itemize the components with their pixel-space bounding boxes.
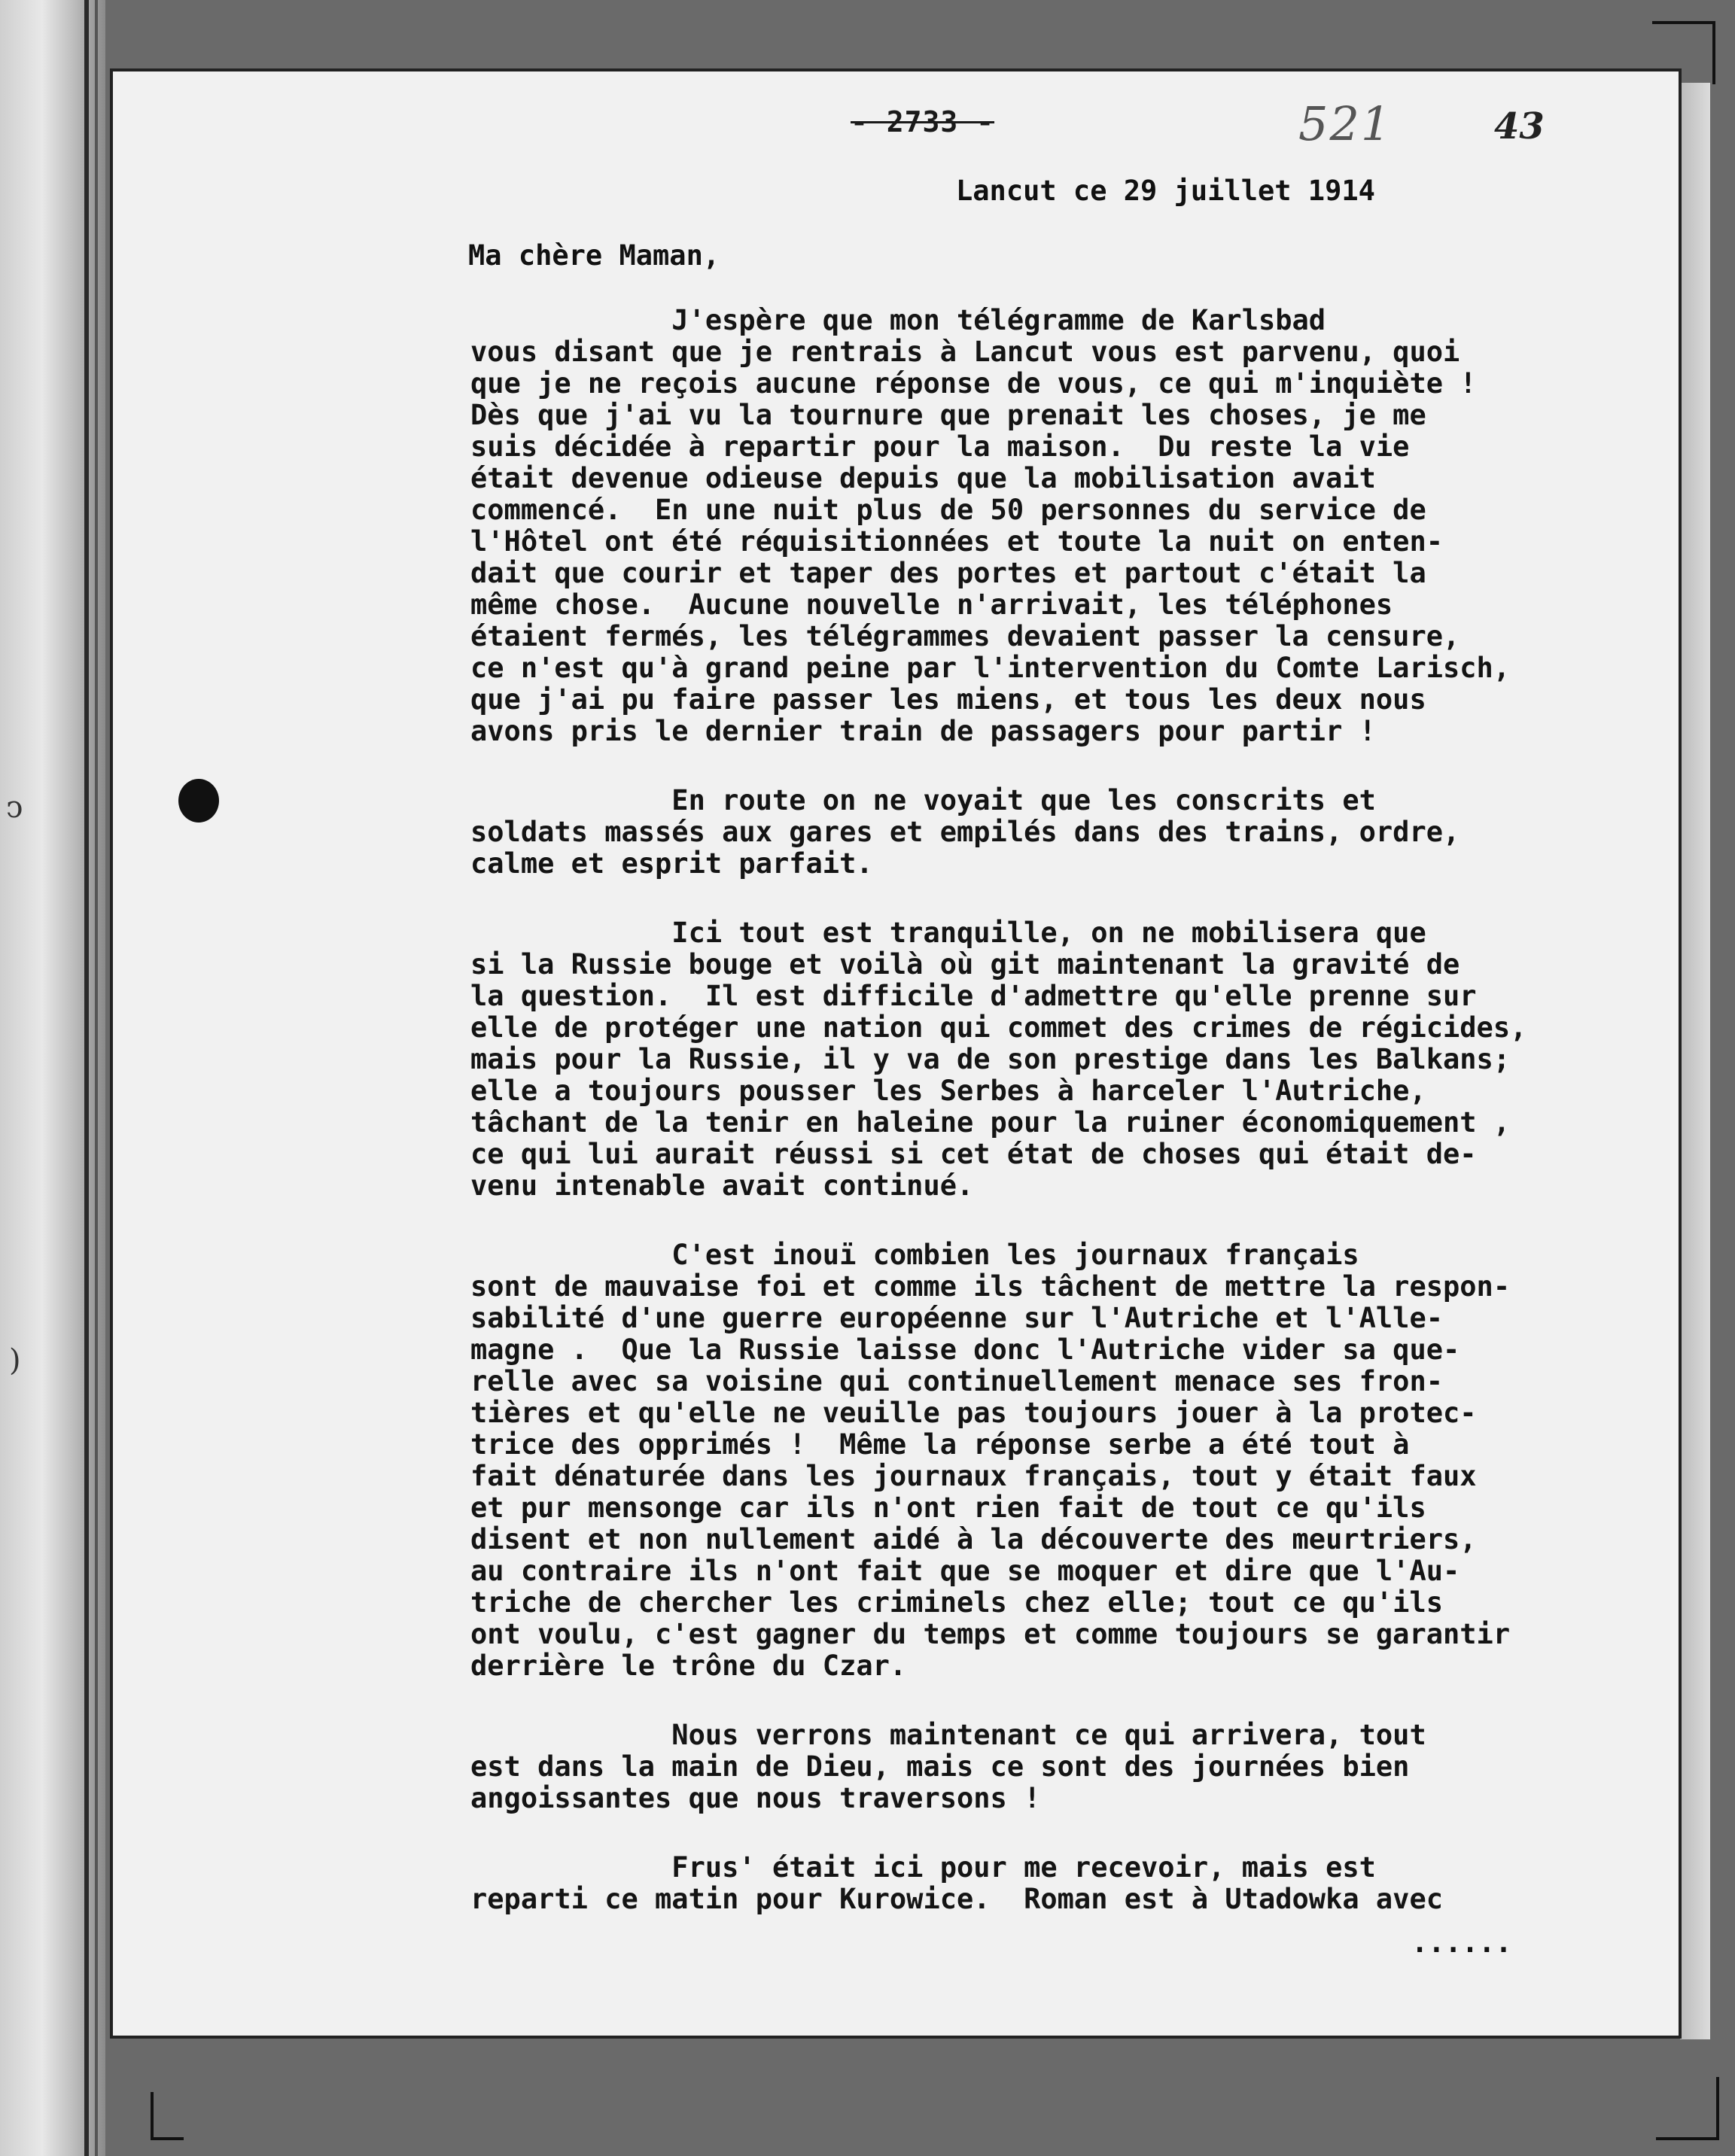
paragraph (470, 1852, 1645, 1915)
text-line: tâchant de la tenir en haleine pour la ruiner économiquement , (470, 1106, 1511, 1139)
text-line: si la Russie bouge et voilà où git maintenant la gravité de (470, 948, 1460, 981)
text-line: En route on ne voyait que les conscrits et (470, 784, 1376, 816)
paragraph (470, 1720, 1645, 1814)
folio-old: 43 (1494, 105, 1545, 147)
text-line: l'Hôtel ont été réquisitionnées et toute la nuit on enten- (470, 525, 1444, 558)
text-line: sabilité d'une guerre européenne sur l'Autriche et l'Alle- (470, 1302, 1444, 1334)
paragraph (470, 785, 1645, 880)
text-line: que j'ai pu faire passer les miens, et tous les deux nous (470, 683, 1426, 716)
text-line: fait dénaturée dans les journaux français, tout y était faux (470, 1460, 1477, 1492)
text-line: même chose. Aucune nouvelle n'arrivait, les téléphones (470, 588, 1393, 621)
crop-mark (1652, 21, 1715, 84)
page-number: - 2733 - (851, 105, 995, 138)
text-line: est dans la main de Dieu, mais ce sont des journées bien (470, 1750, 1410, 1783)
text-line: soldats massés aux gares et empilés dans des trains, ordre, (470, 816, 1460, 848)
text-line: reparti ce matin pour Kurowice. Roman est à Utadowka avec (470, 1883, 1444, 1915)
text-line: Ici tout est tranquille, on ne mobilisera que (470, 917, 1426, 949)
text-line: commencé. En une nuit plus de 50 personnes du service de (470, 494, 1426, 526)
text-line: trice des opprimés ! Même la réponse serbe a été tout à (470, 1428, 1410, 1461)
text-line: mais pour la Russie, il y va de son prestige dans les Balkans; (470, 1043, 1511, 1075)
text-line: J'espère que mon télégramme de Karlsbad (470, 304, 1326, 336)
underlying-page (1680, 83, 1710, 2039)
letter-body (470, 305, 1645, 1953)
paragraph (470, 917, 1645, 1202)
text-line: triche de chercher les criminels chez elle; tout ce qu'ils (470, 1586, 1444, 1619)
text-line: avons pris le dernier train de passagers pour partir ! (470, 715, 1376, 747)
text-line: et pur mensonge car ils n'ont rien fait de tout ce qu'ils (470, 1492, 1426, 1524)
text-line: était devenue odieuse depuis que la mobilisation avait (470, 462, 1376, 494)
text-line: elle de protéger une nation qui commet des crimes de régicides, (470, 1011, 1527, 1044)
paragraph (470, 1239, 1645, 1682)
binder-strip (0, 0, 105, 2156)
punch-hole (178, 779, 219, 823)
text-line: vous disant que je rentrais à Lancut vous est parvenu, quoi (470, 336, 1460, 368)
text-line: sont de mauvaise foi et comme ils tâchent de mettre la respon- (470, 1270, 1511, 1303)
binder-mark: ) (9, 1343, 21, 1378)
text-line: elle a toujours pousser les Serbes à harceler l'Autriche, (470, 1075, 1426, 1107)
text-line: derrière le trône du Czar. (470, 1650, 907, 1682)
text-line: ce qui lui aurait réussi si cet état de choses qui était de- (470, 1138, 1477, 1170)
text-line: Nous verrons maintenant ce qui arrivera, tout (470, 1719, 1426, 1751)
text-line: suis décidée à repartir pour la maison. Du reste la vie (470, 430, 1410, 463)
text-line: au contraire ils n'ont fait que se moquer et dire que l'Au- (470, 1555, 1460, 1587)
text-line: Dès que j'ai vu la tournure que prenait les choses, je me (470, 399, 1426, 431)
text-line: ont voulu, c'est gagner du temps et comme toujours se garantir (470, 1618, 1511, 1650)
text-line: calme et esprit parfait. (470, 847, 873, 880)
crop-mark (1656, 2077, 1719, 2140)
binder-edge (95, 0, 98, 2156)
salutation: Ma chère Maman, (468, 239, 720, 272)
dateline: Lancut ce 29 juillet 1914 (956, 175, 1375, 207)
continuation-mark: ...... (1411, 1926, 1512, 1959)
text-line: C'est inouï combien les journaux français (470, 1239, 1359, 1271)
text-line: disent et non nullement aidé à la découverte des meurtriers, (470, 1523, 1477, 1555)
text-line: magne . Que la Russie laisse donc l'Autriche vider sa que- (470, 1333, 1460, 1366)
text-line: Frus' était ici pour me recevoir, mais est (470, 1851, 1376, 1884)
text-line: dait que courir et taper des portes et partout c'était la (470, 557, 1426, 589)
text-line: étaient fermés, les télégrammes devaient passer la censure, (470, 620, 1460, 652)
crop-mark (151, 2092, 184, 2140)
text-line: tières et qu'elle ne veuille pas toujours jouer à la protec- (470, 1397, 1477, 1429)
binder-mark: ↄ (6, 790, 23, 825)
text-line: la question. Il est difficile d'admettre qu'elle prenne sur (470, 980, 1477, 1012)
text-line: venu intenable avait continué. (470, 1169, 974, 1202)
text-line: angoissantes que nous traversons ! (470, 1782, 1041, 1814)
text-line: que je ne reçois aucune réponse de vous, ce qui m'inquiète ! (470, 367, 1477, 400)
text-line: ce n'est qu'à grand peine par l'intervention du Comte Larisch, (470, 652, 1511, 684)
binder-edge (84, 0, 89, 2156)
paragraph (470, 305, 1645, 747)
folio-handwritten: 521 (1298, 96, 1393, 151)
text-line: relle avec sa voisine qui continuellement menace ses fron- (470, 1365, 1444, 1397)
